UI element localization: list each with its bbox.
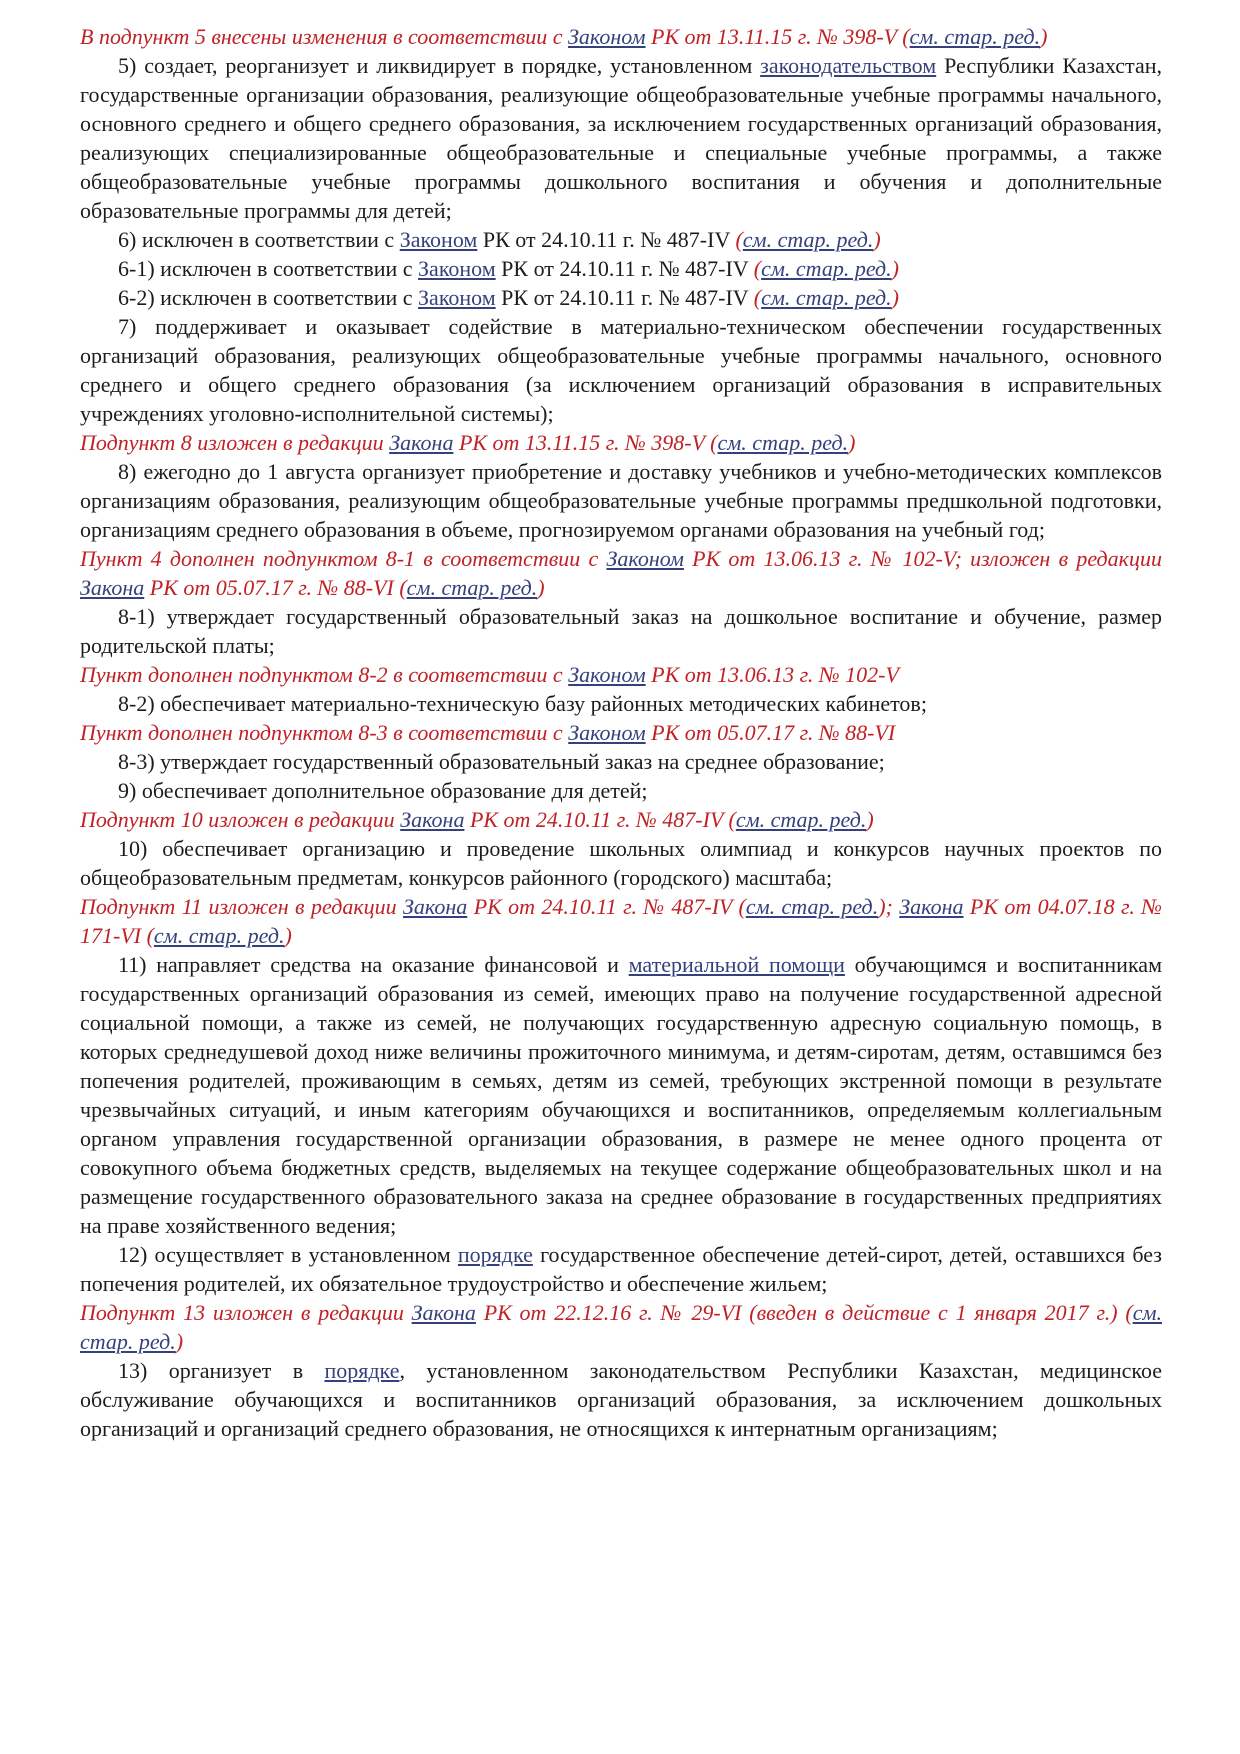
law-link[interactable]: Законом [568, 24, 646, 49]
text-run: 8-3) утверждает государственный образовательный заказ на среднее образование; [118, 749, 885, 774]
text-run: ( [753, 256, 762, 281]
text-run: ( [902, 24, 910, 49]
law-paragraph [80, 312, 1162, 428]
law-link[interactable]: см. стар. ред. [735, 807, 867, 832]
text-run: обучающимся и воспитанникам государственных организаций образования из семей, имеющих право на получение государственной адресной социальной помощи, а также из семей, не получающих государственную адресную социальную помощь, в которых среднедушевой доход ниже величины прожиточного минимума, и детям-сиротам, детям, оставшимся без попечения родителей, проживающим в семьях, детям из семей, требующих экстренной помощи в результате чрезвычайных ситуаций, и иным категориям обучающихся и воспитанников, определяемым коллегиальным органом управления государственной организации образования, в размере не менее одного процента от совокупного объема бюджетных средств, выделяемых на текущее содержание общеобразовательных школ и на размещение государственного образовательного заказа на среднее образование в государственных предприятиях на праве хозяйственного ведения; [80, 952, 1162, 1238]
text-run: , установленном законодательством Республики Казахстан, медицинское обслуживание обучающихся и воспитанников организаций образования, за исключением дошкольных организаций и организаций среднего образования, не относящихся к интернатным организациям; [80, 1358, 1162, 1441]
law-link[interactable]: материальной помощи [628, 952, 845, 977]
text-run: Подпункт 10 изложен в редакции [80, 807, 401, 832]
text-run: ( [1125, 1300, 1133, 1325]
law-link[interactable]: Законом [418, 256, 496, 281]
text-run: ( [399, 575, 407, 600]
law-paragraph [80, 602, 1162, 660]
text-run: 7) поддерживает и оказывает содействие в материально-техническом обеспечении государственных организаций образования, реализующих общеобразовательные учебные программы начального, основного среднего и общего среднего образования (за исключением организаций образования в исправительных учреждениях уголовно-исполнительной системы); [80, 314, 1162, 426]
law-paragraph [80, 1356, 1162, 1443]
text-run: Подпункт 8 изложен в редакции [80, 430, 390, 455]
law-link[interactable]: Закона [400, 807, 465, 832]
law-link[interactable]: см. стар. ред. [742, 227, 874, 252]
amendment-note [80, 892, 1162, 950]
law-paragraph [80, 283, 1162, 312]
text-run: ( [753, 285, 762, 310]
text-run: В подпункт 5 внесены изменения в соответствии с [80, 24, 569, 49]
text-run: РК от 05.07.17 г. № 88-VI [144, 575, 400, 600]
text-run: РК от 24.10.11 г. № 487-IV [477, 227, 736, 252]
text-run: 10) обеспечивает организацию и проведение школьных олимпиад и конкурсов научных проектов по общеобразовательным предметам, конкурсов районного (городского) масштаба; [80, 836, 1162, 890]
text-run: 8-2) обеспечивает материально-техническую базу районных методических кабинетов; [118, 691, 927, 716]
text-run: РК от 24.10.11 г. № 487-IV [495, 256, 754, 281]
law-paragraph [80, 689, 1162, 718]
law-link[interactable]: порядке [457, 1242, 533, 1267]
text-run: РК от 24.10.11 г. № 487-IV [495, 285, 754, 310]
text-run: ) [284, 923, 292, 948]
text-run: РК от 13.11.15 г. № 398-V [453, 430, 711, 455]
text-run: Подпункт 13 изложен в редакции [80, 1300, 412, 1325]
law-paragraph [80, 747, 1162, 776]
text-run: РК от 05.07.17 г. № 88-VI [645, 720, 896, 745]
law-link[interactable]: Законом [568, 720, 646, 745]
law-link[interactable]: порядке [324, 1358, 400, 1383]
law-link[interactable]: Законом [606, 546, 684, 571]
law-link[interactable]: см. стар. ред. [745, 894, 879, 919]
text-run: 12) осуществляет в установленном [118, 1242, 458, 1267]
text-run: ) [1040, 24, 1048, 49]
amendment-note [80, 805, 1162, 834]
law-paragraph [80, 950, 1162, 1240]
amendment-note [80, 544, 1162, 602]
text-run: РК от 13.11.15 г. № 398-V [645, 24, 903, 49]
law-paragraph [80, 457, 1162, 544]
text-run: Подпункт 11 изложен в редакции [80, 894, 404, 919]
text-run: 6) исключен в соответствии с [118, 227, 400, 252]
law-paragraph [80, 254, 1162, 283]
text-run: ( [728, 807, 736, 832]
text-run: РК от 13.06.13 г. № 102-V; изложен в редакции [683, 546, 1162, 571]
law-link[interactable]: Закона [411, 1300, 476, 1325]
text-run: 8-1) утверждает государственный образовательный заказ на дошкольное воспитание и обучение, размер родительской платы; [80, 604, 1162, 658]
amendment-note [80, 660, 1162, 689]
law-link[interactable]: Закона [389, 430, 454, 455]
text-run: 13) организует в [118, 1358, 325, 1383]
law-link[interactable]: см. стар. ред. [153, 923, 285, 948]
law-link[interactable]: Закона [899, 894, 964, 919]
law-link[interactable]: законодательством [760, 53, 937, 78]
law-link[interactable]: см. стар. ред. [761, 285, 892, 310]
law-link[interactable]: Закона [80, 575, 145, 600]
text-run: Пункт дополнен подпунктом 8-2 в соответствии с [80, 662, 569, 687]
law-link[interactable]: см. стар. ред. [909, 24, 1041, 49]
law-link[interactable]: Законом [418, 285, 496, 310]
law-link[interactable]: см. стар. ред. [717, 430, 849, 455]
text-run: Пункт 4 дополнен подпунктом 8-1 в соответствии с [80, 546, 607, 571]
text-run: ( [735, 227, 743, 252]
text-run: РК от 22.12.16 г. № 29-VI (введен в действие с 1 января 2017 г.) [475, 1300, 1126, 1325]
text-run: ) [891, 256, 899, 281]
law-paragraph [80, 225, 1162, 254]
law-link[interactable]: см. стар. ред. [406, 575, 538, 600]
text-run: ( [146, 923, 154, 948]
amendment-note [80, 22, 1162, 51]
text-run: ) [848, 430, 856, 455]
text-run: 8) ежегодно до 1 августа организует приобретение и доставку учебников и учебно-методических комплексов организациям образования, реализующим общеобразовательные учебные программы предшкольной подготовки, организациям среднего образования в объеме, прогнозируемом органами образования на учебный год; [80, 459, 1162, 542]
law-link[interactable]: Закона [403, 894, 468, 919]
text-run: ) [891, 285, 899, 310]
text-run: 9) обеспечивает дополнительное образование для детей; [118, 778, 648, 803]
law-link[interactable]: Законом [568, 662, 646, 687]
amendment-note [80, 1298, 1162, 1356]
law-link[interactable]: Законом [399, 227, 478, 252]
law-paragraph [80, 1240, 1162, 1298]
text-run: ( [710, 430, 718, 455]
law-link[interactable]: см. стар. ред. [80, 1300, 1162, 1354]
text-run: 6-2) исключен в соответствии с [118, 285, 419, 310]
text-run: государственное обеспечение детей-сирот, детей, оставшихся без попечения родителей, их обязательное трудоустройство и обеспечение жильем; [80, 1242, 1162, 1296]
text-run: Республики Казахстан, государственные организации образования, реализующие общеобразовательные учебные программы начального, основного среднего и общего среднего образования, за исключением государственных организаций образования, реализующих специализированные общеобразовательные и специальные учебные программы, а также общеобразовательные учебные программы дошкольного воспитания и обучения и дополнительные образовательные программы для детей; [80, 53, 1162, 223]
law-paragraph [80, 834, 1162, 892]
text-run: ) [175, 1329, 184, 1354]
text-run: РК от 04.07.18 г. № 171-VI [80, 894, 1162, 948]
law-link[interactable]: см. стар. ред. [761, 256, 892, 281]
text-run: ) [866, 807, 874, 832]
text-run: 11) направляет средства на оказание финансовой и [118, 952, 629, 977]
law-paragraph [80, 776, 1162, 805]
amendment-note [80, 718, 1162, 747]
text-run: ) [873, 227, 881, 252]
text-run: РК от 24.10.11 г. № 487-IV [467, 894, 739, 919]
text-run: Пункт дополнен подпунктом 8-3 в соответствии с [80, 720, 569, 745]
text-run: ) [537, 575, 545, 600]
text-run: 6-1) исключен в соответствии с [118, 256, 419, 281]
text-run: РК от 13.06.13 г. № 102-V [645, 662, 899, 687]
amendment-note [80, 428, 1162, 457]
text-run: РК от 24.10.11 г. № 487-IV [464, 807, 729, 832]
law-paragraph [80, 51, 1162, 225]
text-run: ); [878, 894, 900, 919]
text-run: 5) создает, реорганизует и ликвидирует в порядке, установленном [118, 53, 761, 78]
text-run: ( [738, 894, 746, 919]
